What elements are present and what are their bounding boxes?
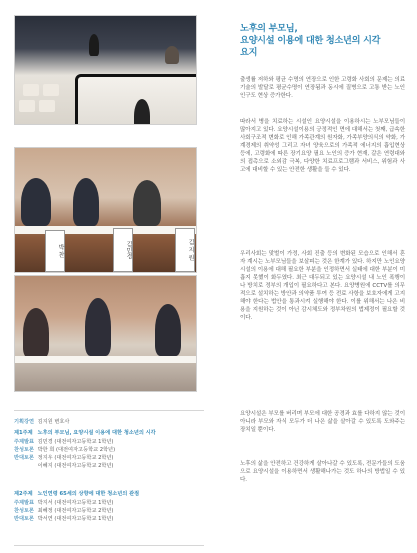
panelist-figure <box>21 178 51 226</box>
credit-row <box>14 499 113 507</box>
paragraph: 우리사회는 맞벌이 가정, 사회 진출 등의 변화된 모습으로 인해서 혼자 계시는 노부모님들을 보살피는 것은 한계가 있다. 하지만 노인요양시설의 이용에 대해 필요한 부분을 인정하면서 실태에 대한 부분이 미흡지 못했이 화두였다. 최근 대두되고 있는 요양시설 내 노인 폭행이나 방치로 정부의 개입이 필요하다고 본다. 요양병원에 CCTV를 의무적으로 설치하는 방안과 의약품 투여 등 전료 사항을 보호자에게 고지해야 한다는 법안을 통과시켜 실행해야 한다. 이를 위해서는 나은 비용을 지원하는 것이 아닌 감시체도와 정부차원의 법제정이 필요할 것이다. <box>240 251 405 322</box>
credit-role: 기획강연 <box>14 419 35 425</box>
desk <box>15 226 196 234</box>
coordinator-line <box>14 418 69 426</box>
credit-name: 김지원 변호사 <box>37 419 70 425</box>
photo-panel-discussion <box>14 147 197 273</box>
session-title: 노후의 부모님, 요양시설 이용에 대한 청소년의 시각 <box>37 430 156 436</box>
session2-heading <box>14 490 139 498</box>
credit-name: 최혜정 (대전여자고등학교 2학년) <box>37 508 114 514</box>
nameplate: 박 찬 <box>45 230 65 272</box>
audience-figure <box>165 46 179 64</box>
paragraph: 따라서 병을 치료하는 시설인 요양시설을 이용하시는 노부모님들이 많아지고 있다. 요양시설이용의 긍정적인 면에 대해서는 첫째, 급속한 사회구조적 변화로 인해 가족관계의 원자화, 가족부양의식의 약화, 가계경제의 취약성 그리고 자녀 양육으로의 가족적 에너지의 흡입현상 등에, 고령화에 따른 장기요양 필요 노인의 증가 현재, 갈은 연령대와의 접촉으로 소외감 극복, 다양한 치료프로그램과 서비스, 위험과 사고에 대비할 수 있는 안전한 생활을 들 수 있다. <box>240 119 405 174</box>
credit-row <box>14 507 113 515</box>
credit-row <box>14 515 113 523</box>
desk <box>15 356 196 363</box>
paragraph: 노후의 삶을 안전하고 건강하게 살아나갈 수 있도록, 전문가들의 도움으로 요양시설을 이용하면서 생활해나가는 것도 하나의 방법일 수 있다. <box>240 461 405 484</box>
phone-screen <box>75 74 197 125</box>
title-line: 노후의 부모님, <box>240 23 298 34</box>
nameplate: 김 지 원 <box>175 228 195 272</box>
credit-row <box>14 462 113 470</box>
credit-row <box>14 438 113 446</box>
session1-heading <box>14 429 156 437</box>
title-line: 요지 <box>240 47 258 58</box>
chair <box>23 84 39 96</box>
session-label: 제2주제 <box>14 491 33 497</box>
panelist-figure <box>73 178 99 226</box>
program-credits <box>14 418 204 522</box>
credit-role: 반대토론 <box>14 516 35 522</box>
session-label: 제1주제 <box>14 430 33 436</box>
nameplate: 김민경 <box>113 228 133 272</box>
credit-role: 주제발표 <box>14 500 35 506</box>
panelist-figure <box>133 180 161 226</box>
chair <box>39 100 55 112</box>
credit-row <box>14 454 113 462</box>
photo-student-debaters <box>14 275 197 392</box>
student-figure <box>23 308 49 358</box>
chair <box>19 100 35 112</box>
credit-row <box>14 446 115 454</box>
credit-role: 찬성토론 <box>14 447 35 453</box>
student-figure <box>85 298 111 356</box>
divider <box>14 545 204 546</box>
credit-role: 찬성토론 <box>14 508 35 514</box>
credit-name: 정지우 (대전여자고등학교 2학년) <box>37 455 114 461</box>
credit-name: 박한 희 (대전여자고등학교 2학년) <box>37 447 116 453</box>
credit-name: 박지서 (대전여자고등학교 1학년) <box>37 500 114 506</box>
divider <box>14 410 204 411</box>
photo-lecture-hall <box>14 15 197 125</box>
credit-name: 박서연 (대전여자고등학교 1학년) <box>37 516 114 522</box>
credit-name: 이혜지 (대전여자고등학교 2학년) <box>37 463 114 469</box>
credit-role: 주제발표 <box>14 439 35 445</box>
title-line: 요양시설 이용에 대한 청소년의 시각 <box>240 35 381 46</box>
credit-role: 반대토론 <box>14 455 35 461</box>
credit-name: 김민경 (대전여자고등학교 1학년) <box>37 439 114 445</box>
chair <box>43 84 59 96</box>
student-figure <box>155 304 181 356</box>
screen-speaker-figure <box>134 99 150 125</box>
paragraph: 요양시설은 부모를 버리며 부모에 대한 공경과 효를 다하지 않는 것이 아니라 부모와 자식 모두가 더 나은 삶을 살아갈 수 있도록 도와주는 장치일 뿐이다. <box>240 411 405 434</box>
paragraph: 출생률 저하와 평균 수명의 연장으로 인한 고령화 사회의 문제는 의료기술의 발달로 평균수명이 연장됨과 동시에 질병으로 고통 받는 노인인구도 현상 증가한다. <box>240 77 405 100</box>
speaker-figure <box>89 34 99 56</box>
article-title <box>240 23 405 59</box>
session-title: 노인연령 65세의 상향에 대한 청소년의 관점 <box>37 491 140 497</box>
